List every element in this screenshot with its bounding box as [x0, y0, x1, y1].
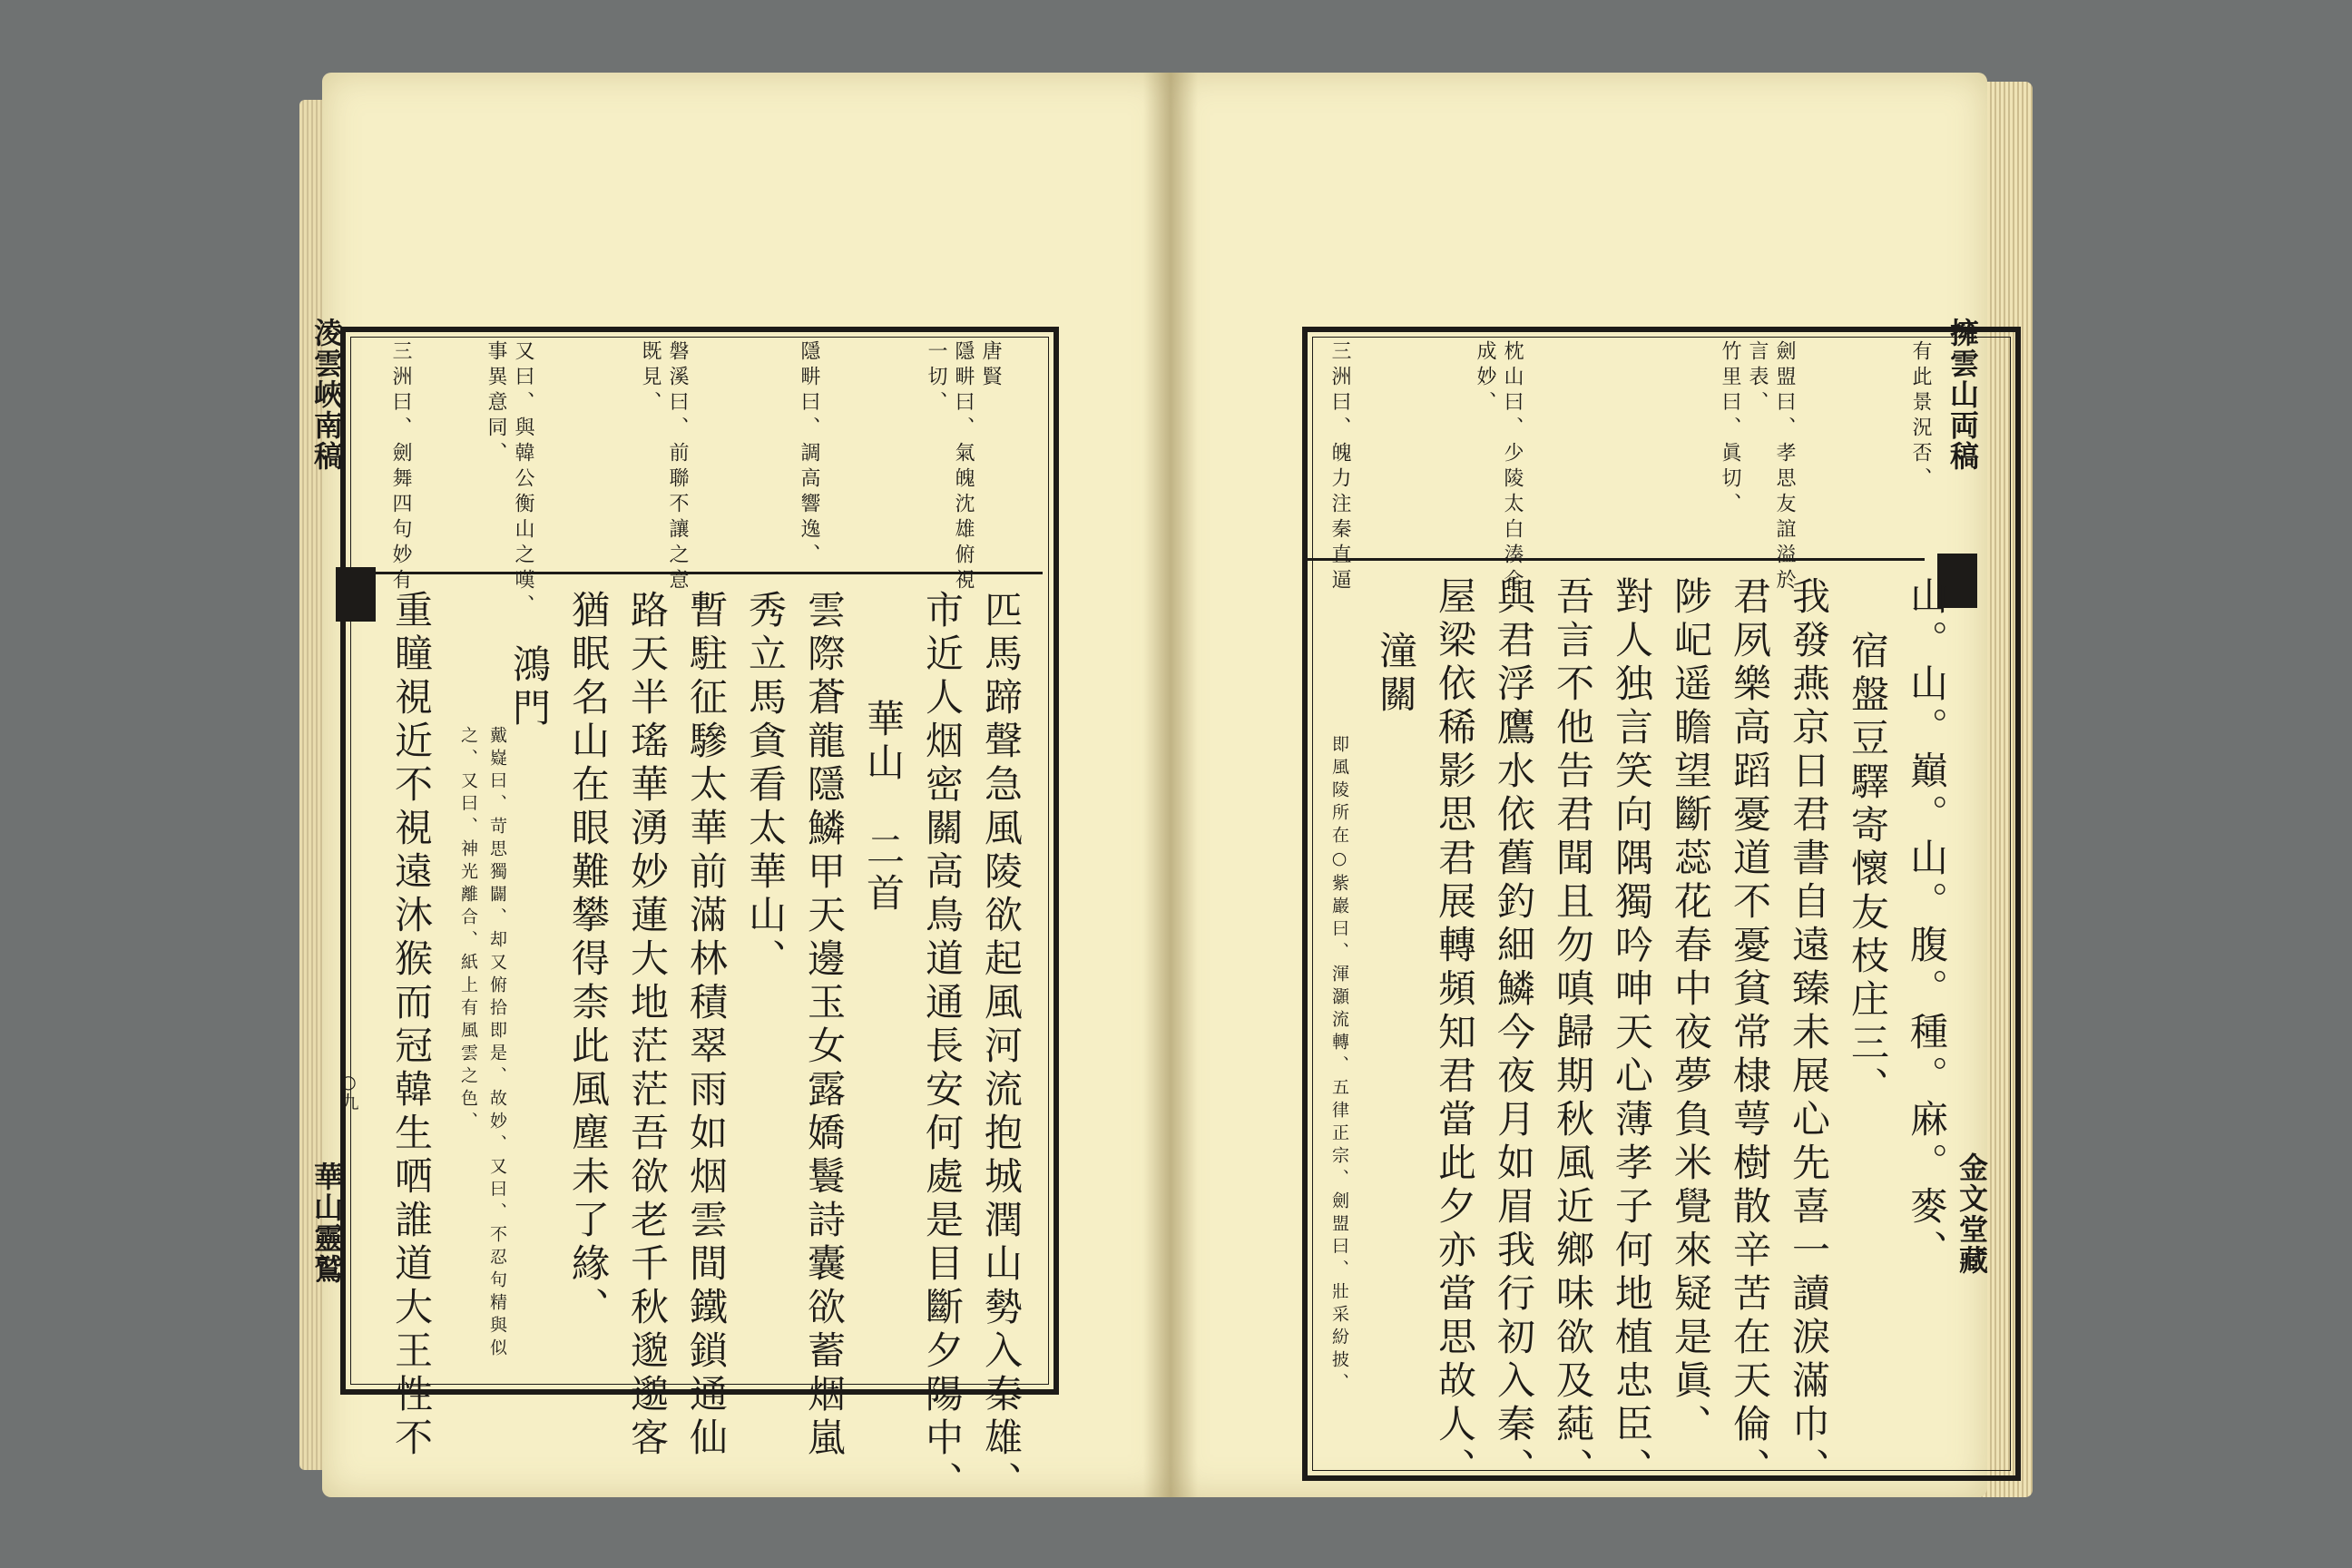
right-main-col-6: 對人独言笑向隅獨吟呻天心薄孝子何地植忠臣、: [1610, 576, 1654, 1491]
right-margin-bottom: 金文堂藏: [1955, 1152, 1989, 1276]
left-main-col-10: 重瞳視近不視遠沐猴而冠韓生哂誰道大王性不: [389, 590, 434, 1461]
right-main-col-2: 宿盤豆驛寄懷友枝庄三、: [1846, 631, 1890, 1110]
right-main-col-10: 潼關: [1374, 631, 1418, 718]
right-main-col-5: 陟屺遥瞻望斷蕊花春中夜夢負米覺來疑是眞、: [1669, 576, 1713, 1447]
left-note-8: 事異意同、: [485, 340, 507, 467]
left-folio: ○九: [338, 1071, 359, 1111]
left-header-divider: [346, 572, 1043, 574]
right-main-col-4: 君夙樂高蹈憂道不憂貧常棣萼樹散辛苦在天倫、: [1728, 576, 1772, 1491]
left-margin-bottom: 華山靈鷲: [309, 1161, 344, 1285]
right-note-4: 竹里曰、眞切、: [1719, 340, 1741, 518]
left-note-6: 既見、: [639, 340, 662, 416]
right-note-3: 言表、: [1746, 340, 1769, 416]
left-note-7: 又曰、與韓公衡山之嘆、: [512, 340, 534, 620]
left-main-col-6: 暫駐征驂太華前滿林積翠雨如烟雲間鐵鎖通仙: [684, 590, 729, 1461]
left-main-col-5: 秀立馬貪看太華山、: [743, 590, 788, 982]
open-book: [299, 64, 2033, 1506]
left-note-3: 一切、: [925, 340, 947, 416]
left-main-col-7: 路天半瑤華湧妙蓮大地茫茫吾欲老千秋邈邈客: [625, 590, 670, 1461]
left-note-5: 磐溪曰、前聯不讓之意: [666, 340, 689, 594]
right-main-col-7: 吾言不他告君聞且勿嗔歸期秋風近鄉味欲及蒓、: [1551, 576, 1595, 1491]
left-fold-mark: [336, 567, 376, 622]
left-main-col-1: 匹馬蹄聲急風陵欲起風河流抱城潤山勢入秦雄、: [979, 590, 1024, 1504]
left-main-col-8: 猶眠名山在眼難攀得柰此風塵未了緣、: [566, 590, 611, 1330]
right-header-divider: [1308, 558, 1925, 561]
left-note-9: 三洲曰、劍舞四句妙有: [389, 340, 412, 594]
left-margin-title: 淩雲峽南稿: [309, 318, 344, 472]
book-gutter: [1143, 73, 1198, 1497]
right-main-col-8: 與君浮鷹水依舊釣細鱗今夜月如眉我行初入秦、: [1492, 576, 1536, 1491]
right-margin-title: 擁雲山両稿: [1945, 318, 1980, 472]
left-main-col-2: 市近人烟密關高鳥道通長安何處是目斷夕陽中、: [920, 590, 965, 1504]
left-note-1: 唐賢: [979, 340, 1002, 391]
left-main-col-9: 鴻門: [507, 644, 552, 731]
left-note-2: 隱畊曰、氣魄沈雄俯視: [952, 340, 975, 594]
right-main-col-9: 屋梁依稀影思君展轉頻知君當此夕亦當思故人、: [1433, 576, 1477, 1491]
right-note-1: 有此景況否、: [1909, 340, 1932, 493]
right-note-7: 三洲曰、魄力注秦直逼: [1328, 340, 1351, 594]
right-note-2: 劍盟曰、孝思友誼溢於: [1773, 340, 1796, 594]
right-main-notes: 即風陵所在○紫巖曰、渾灝流轉、五律正宗、劍盟曰、壯采紛披、: [1329, 735, 1349, 1396]
left-main-col-3: 華山 二首: [861, 699, 906, 916]
left-main-col-4: 雲際蒼龍隱鱗甲天邊玉女露嬌鬟詩囊欲蓄烟嵐: [802, 590, 847, 1461]
left-main-notes: 戴嶷曰、苛思獨闢、却又俯拾即是、故妙、又曰、不忍句精與似之、又曰、神光離合、紙上有風雲之色、: [458, 726, 507, 1361]
right-main-col-3: 我發燕京日君書自遠臻未展心先喜一讀淚滿巾、: [1787, 576, 1831, 1491]
right-note-5: 枕山曰、少陵太白湊合: [1501, 340, 1524, 594]
right-main-col-1: 山。山。巔。山。腹。種。麻。麥、: [1905, 576, 1949, 1273]
right-note-6: 成妙、: [1474, 340, 1496, 416]
left-note-4: 隱畊曰、調高響逸、: [798, 340, 820, 569]
